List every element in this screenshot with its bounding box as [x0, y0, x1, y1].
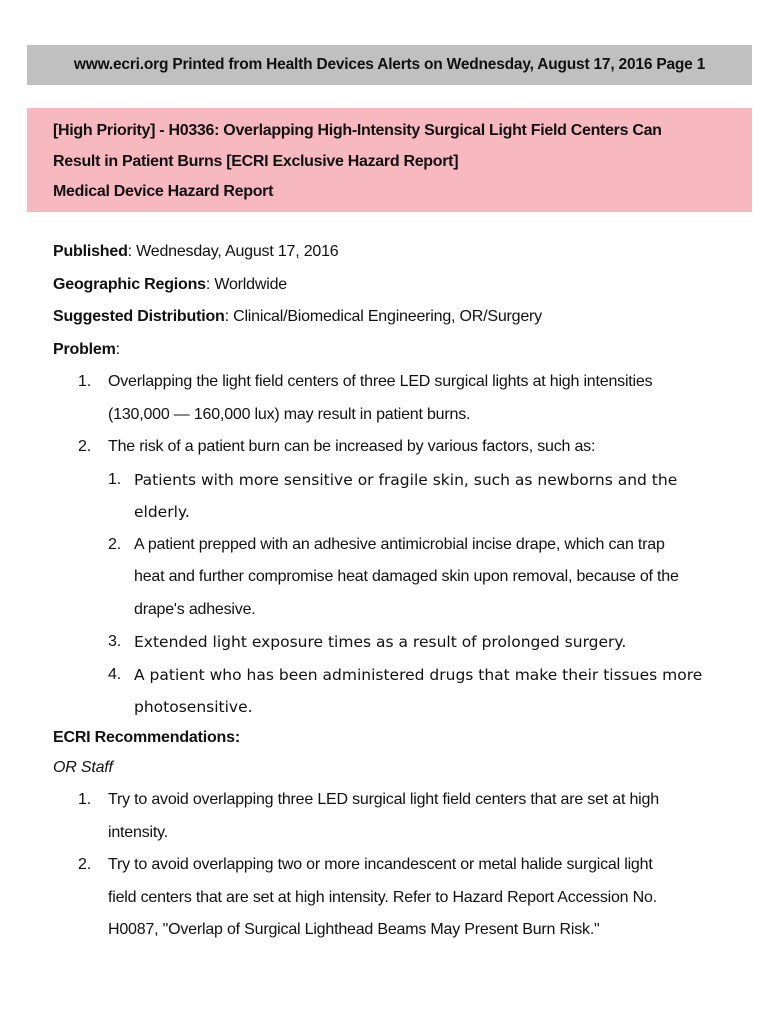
list-item-line: Patients with more sensitive or fragile skin, such as newborns and the: [134, 470, 678, 489]
list-item-line: heat and further compromise heat damaged skin upon removal, because of the: [134, 568, 679, 585]
list-number: 2.: [78, 438, 91, 455]
or-staff-heading: OR Staff: [53, 758, 113, 776]
list-item-line: Extended light exposure times as a result of prolonged surgery.: [134, 633, 627, 651]
list-item-line: A patient prepped with an adhesive antimicrobial incise drape, which can trap: [134, 535, 665, 553]
distribution-row: [53, 301, 733, 334]
distribution-value: : Clinical/Biomedical Engineering, OR/Surgery: [224, 308, 542, 325]
problem-colon: :: [115, 340, 120, 358]
list-item-line: elderly.: [134, 503, 190, 521]
list-item-line: intensity.: [108, 823, 168, 841]
problem-item-2: [53, 431, 733, 464]
recommendation-item-1: [53, 784, 733, 849]
risk-factors-list: [53, 464, 733, 724]
recommendations-list: [53, 784, 733, 947]
list-number: 1.: [78, 791, 91, 808]
recommendation-item-2: [53, 849, 733, 947]
list-number: 1.: [108, 470, 121, 488]
list-item-line: Try to avoid overlapping three LED surgical light field centers that are set at high: [108, 791, 659, 808]
list-number: 2.: [108, 535, 121, 553]
report-body: [53, 236, 733, 947]
report-title-box: [27, 108, 752, 212]
published-row: [53, 236, 733, 269]
list-item-line: drape's adhesive.: [134, 600, 256, 618]
distribution-label: Suggested Distribution: [53, 308, 225, 325]
list-number: 3.: [108, 633, 121, 650]
list-item-line: Try to avoid overlapping two or more incandescent or metal halide surgical light: [108, 856, 653, 873]
report-type: Medical Device Hazard Report: [53, 183, 274, 200]
problem-item-1: [53, 366, 733, 431]
risk-factor-3: [53, 626, 733, 659]
recommendations-label: ECRI Recommendations:: [53, 728, 240, 746]
published-label: Published: [53, 243, 128, 260]
problem-item-1-line-1: Overlapping the light field centers of three LED surgical lights at high intensities: [108, 373, 653, 390]
list-item-line: A patient who has been administered drugs that make their tissues more: [134, 665, 703, 684]
problem-item-1-line-2: (130,000 — 160,000 lux) may result in patient burns.: [108, 405, 471, 423]
problem-label: Problem: [53, 340, 116, 358]
list-number: 4.: [108, 665, 121, 683]
regions-row: [53, 269, 733, 302]
risk-factor-4: [53, 659, 733, 724]
recommendations-heading: [53, 724, 733, 752]
regions-value: : Worldwide: [205, 275, 287, 293]
problem-heading: [53, 334, 733, 367]
risk-factor-2: [53, 529, 733, 627]
list-item-line: H0087, "Overlap of Surgical Lighthead Beams May Present Burn Risk.": [108, 921, 600, 938]
problem-item-2-line-1: The risk of a patient burn can be increased by various factors, such as:: [108, 438, 596, 455]
regions-label: Geographic Regions: [53, 275, 206, 293]
list-number: 2.: [78, 856, 91, 873]
print-header-text: www.ecri.org Printed from Health Devices Alerts on Wednesday, August 17, 2016 Page 1: [73, 56, 706, 73]
report-title-line-1: [High Priority] - H0336: Overlapping High-Intensity Surgical Light Field Centers Can: [53, 122, 662, 139]
risk-factor-1: [53, 464, 733, 529]
problem-list: [53, 366, 733, 464]
report-title-line-2: Result in Patient Burns [ECRI Exclusive Hazard Report]: [53, 152, 459, 170]
print-header: [27, 45, 752, 85]
published-value: : Wednesday, August 17, 2016: [127, 243, 339, 260]
list-number: 1.: [78, 373, 91, 390]
list-item-line: field centers that are set at high intensity. Refer to Hazard Report Accession No.: [108, 888, 657, 906]
list-item-line: photosensitive.: [134, 698, 253, 716]
